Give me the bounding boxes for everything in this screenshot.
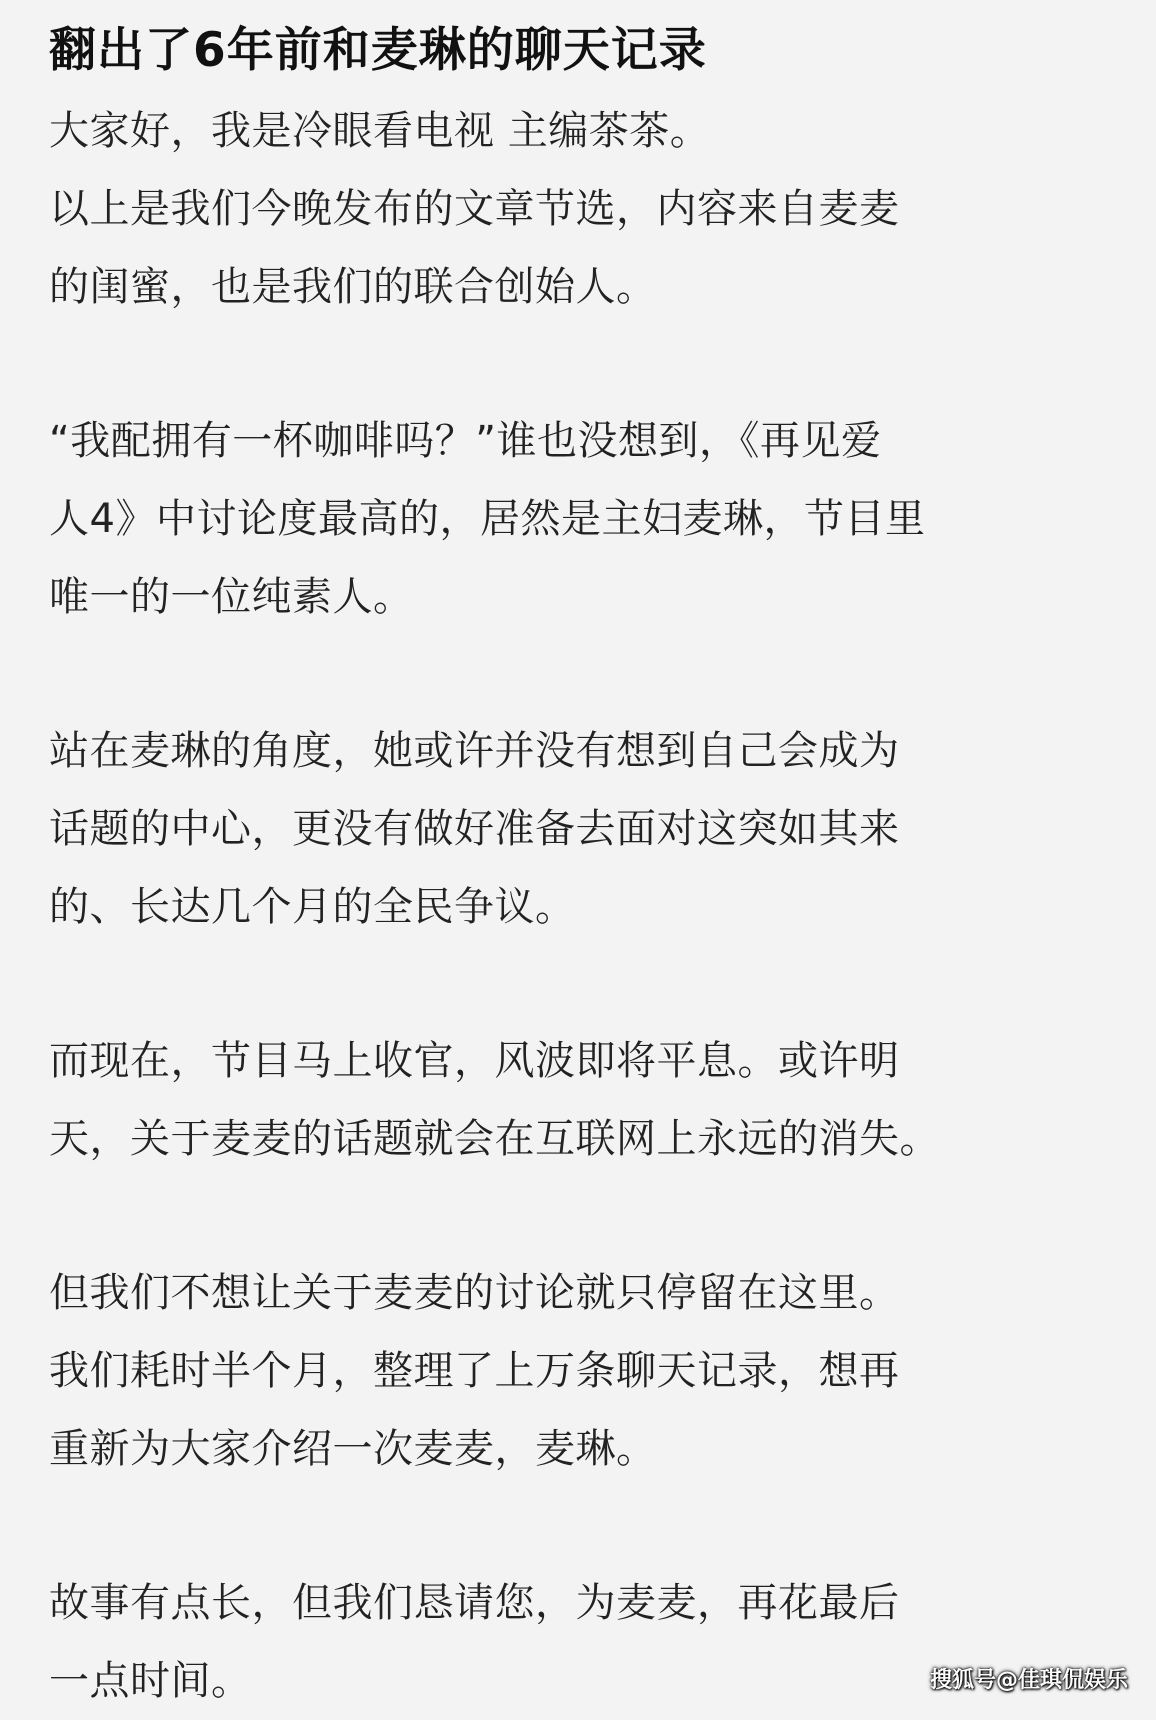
- paragraph-line: 站在麦琳的角度，她或许并没有想到自己会成为: [49, 728, 900, 774]
- paragraph-line: 重新为大家介绍一次麦麦，麦琳。: [49, 1426, 657, 1472]
- paragraph-intro: [49, 92, 1129, 326]
- article: [49, 14, 1129, 1720]
- paragraph-line: 而现在，节目马上收官，风波即将平息。或许明: [49, 1038, 900, 1084]
- paragraph-ending: [49, 1022, 1129, 1178]
- paragraph-line: 人4》中讨论度最高的，居然是主妇麦琳，节目里: [49, 496, 926, 542]
- paragraph-request: [49, 1564, 1129, 1720]
- paragraph-line: 的闺蜜，也是我们的联合创始人。: [49, 264, 657, 310]
- article-title: 翻出了6年前和麦琳的聊天记录: [49, 23, 707, 78]
- paragraph-coffee-quote: [49, 402, 1129, 636]
- paragraph-line: 以上是我们今晚发布的文章节选，内容来自麦麦: [49, 186, 900, 232]
- paragraph-chat-records: [49, 1254, 1129, 1488]
- source-watermark: 搜狐号@佳琪侃娱乐: [929, 1668, 1128, 1693]
- paragraph-line: 唯一的一位纯素人。: [49, 574, 414, 620]
- paragraph-line: 但我们不想让关于麦麦的讨论就只停留在这里。: [49, 1270, 900, 1316]
- paragraph-line: 的、长达几个月的全民争议。: [49, 884, 576, 930]
- paragraph-line: 天，关于麦麦的话题就会在互联网上永远的消失。: [49, 1116, 940, 1162]
- paragraph-line: “我配拥有一杯咖啡吗？”谁也没想到，《再见爱: [49, 418, 882, 464]
- paragraph-line: 故事有点长，但我们恳请您，为麦麦，再花最后: [49, 1580, 900, 1626]
- paragraph-line: 一点时间。: [49, 1658, 252, 1704]
- paragraph-perspective: [49, 712, 1129, 946]
- paragraph-line: 话题的中心，更没有做好准备去面对这突如其来: [49, 806, 900, 852]
- paragraph-line: 我们耗时半个月，整理了上万条聊天记录，想再: [49, 1348, 900, 1394]
- paragraph-line: 大家好，我是冷眼看电视 主编茶茶。: [49, 108, 711, 154]
